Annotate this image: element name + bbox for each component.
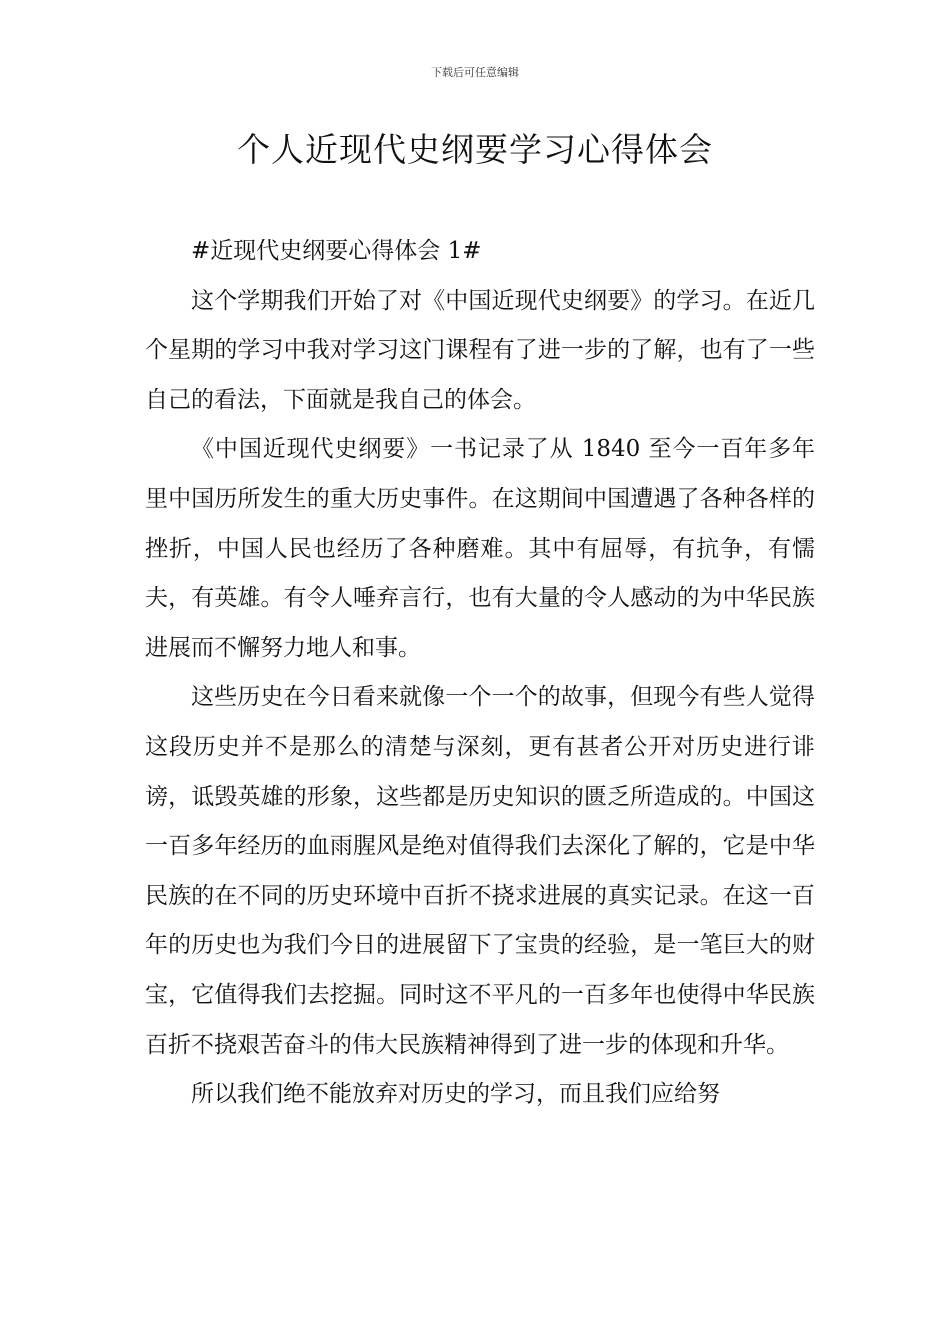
document-body [145, 227, 815, 1120]
body-paragraph: 所以我们绝不能放弃对历史的学习，而且我们应给努 [191, 1081, 720, 1108]
header-note: 下载后可任意编辑 [431, 66, 519, 79]
document-title: 个人近现代史纲要学习心得体会 [237, 130, 713, 169]
body-paragraph: 这些历史在今日看来就像一个一个的故事，但现今有些人觉得这段历史并不是那么的清楚与深刻，更有甚者公开对历史进行诽谤，诋毁英雄的形象，这些都是历史知识的匮乏所造成的。中国这一百多年经历的血雨腥风是绝对值得我们去深化了解的，它是中华民族的在不同的历史环境中百折不挠求进展的真实记录。在这一百年的历史也为我们今日的进展留下了宝贵的经验，是一笔巨大的财宝，它值得我们去挖掘。同时这不平凡的一百多年也使得中华民族百折不挠艰苦奋斗的伟大民族精神得到了进一步的体现和升华。 [145, 684, 815, 1058]
section-heading: #近现代史纲要心得体会 1# [191, 238, 482, 264]
body-paragraph: 这个学期我们开始了对《中国近现代史纲要》的学习。在近几个星期的学习中我对学习这门课程有了进一步的了解，也有了一些自己的看法，下面就是我自己的体会。 [145, 287, 815, 413]
body-paragraph: 《中国近现代史纲要》一书记录了从 1840 至今一百年多年里中国历所发生的重大历史事件。在这期间中国遭遇了各种各样的挫折，中国人民也经历了各种磨难。其中有屈辱，有抗争，有懦夫，有英雄。有令人唾弃言行，也有大量的令人感动的为中华民族进展而不懈努力地人和事。 [145, 436, 815, 661]
